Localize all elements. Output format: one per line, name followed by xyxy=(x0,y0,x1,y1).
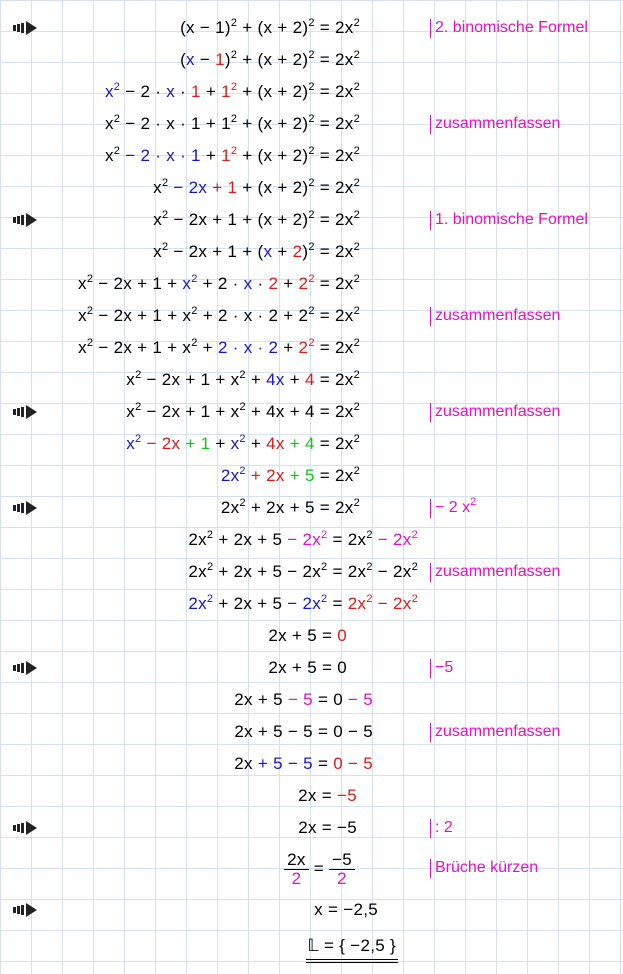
step-row xyxy=(0,428,623,460)
speaker-arrow-icon[interactable] xyxy=(13,501,37,515)
equation: 2x + 5 = 0 xyxy=(268,658,347,677)
step-note: : 2 xyxy=(430,812,453,844)
equation: $x^2 - 2x + 1 + x^2 + 4x + 4 = 2x^2$ xyxy=(126,401,360,421)
solution-set: 𝕃 = { −2,5 } xyxy=(306,930,398,962)
step-row xyxy=(0,780,623,812)
equation: $x^2 - 2x + 1 + x^2 + 4x + 4 = 2x^2$ xyxy=(126,433,360,453)
equation: $(x - 1)^2 + (x + 2)^2 = 2x^2$ xyxy=(180,49,360,69)
step-row xyxy=(0,44,623,76)
speaker-arrow-icon[interactable] xyxy=(13,213,37,227)
equation: $2x^2 + 2x + 5 - 2x^2 = 2x^2 - 2x^2$ xyxy=(188,561,418,581)
equation: $x^2 - 2x + 1 + x^2 + 2 \cdot x \cdot 2 + 2^2 = 2x^2$ xyxy=(78,273,360,293)
step-row xyxy=(0,620,623,652)
equation: x = −2,5 xyxy=(314,900,378,919)
equation: $(x - 1)^2 + (x + 2)^2 = 2x^2$ xyxy=(180,17,360,37)
step-note: zusammenfassen xyxy=(430,396,560,428)
equation: 2x + 5 = 0 xyxy=(268,626,347,645)
step-row xyxy=(0,396,623,428)
equation: $2x^2 + 2x + 5 - 2x^2 = 2x^2 - 2x^2$ xyxy=(188,593,418,613)
equation: $\frac{2x}{2}$ = $\frac{-5}{2}$ xyxy=(284,846,355,892)
step-row xyxy=(0,108,623,140)
step-row xyxy=(0,332,623,364)
equation: $x^2 - 2 \cdot x \cdot 1 + 1^2 + (x + 2)^2 = 2x^2$ xyxy=(104,81,360,101)
step-note: zusammenfassen xyxy=(430,300,560,332)
equation: 2x = −5 xyxy=(298,818,357,837)
equation: $x^2 - 2 \cdot x \cdot 1 + 1^2 + (x + 2)^2 = 2x^2$ xyxy=(104,113,360,133)
step-row xyxy=(0,748,623,780)
equation: $x^2 - 2 \cdot x \cdot 1 + 1^2 + (x + 2)^2 = 2x^2$ xyxy=(104,145,360,165)
step-note: − 2 $x^2$ xyxy=(430,492,476,524)
step-row xyxy=(0,76,623,108)
equation: $x^2 - 2x + 1 + (x + 2)^2 = 2x^2$ xyxy=(153,241,360,261)
speaker-arrow-icon[interactable] xyxy=(13,821,37,835)
equation: 2x + 5 − 5 = 0 − 5 xyxy=(234,722,373,741)
step-note: zusammenfassen xyxy=(430,556,560,588)
step-note: 1. binomische Formel xyxy=(430,204,588,236)
step-row xyxy=(0,140,623,172)
step-row xyxy=(0,846,623,892)
step-row xyxy=(0,812,623,844)
equation: $x^2 - 2x + 1 + (x + 2)^2 = 2x^2$ xyxy=(153,209,360,229)
step-row xyxy=(0,894,623,926)
step-row xyxy=(0,588,623,620)
equation: $x^2 - 2x + 1 + (x + 2)^2 = 2x^2$ xyxy=(153,177,360,197)
step-row xyxy=(0,364,623,396)
equation: 2x = −5 xyxy=(298,786,357,805)
step-row xyxy=(0,300,623,332)
step-row xyxy=(0,652,623,684)
step-note: −5 xyxy=(430,652,453,684)
step-note: 2. binomische Formel xyxy=(430,12,588,44)
step-row xyxy=(0,460,623,492)
step-row xyxy=(0,492,623,524)
speaker-arrow-icon[interactable] xyxy=(13,661,37,675)
step-row xyxy=(0,556,623,588)
step-note: Brüche kürzen xyxy=(430,852,538,884)
step-row xyxy=(0,268,623,300)
equation: $x^2 - 2x + 1 + x^2 + 2 \cdot x \cdot 2 + 2^2 = 2x^2$ xyxy=(78,337,360,357)
equation: $2x^2 + 2x + 5 - 2x^2 = 2x^2 - 2x^2$ xyxy=(188,529,418,549)
speaker-arrow-icon[interactable] xyxy=(13,21,37,35)
step-row xyxy=(0,716,623,748)
step-note: zusammenfassen xyxy=(430,716,560,748)
step-row xyxy=(0,172,623,204)
equation: $x^2 - 2x + 1 + x^2 + 4x + 4 = 2x^2$ xyxy=(126,369,360,389)
step-row xyxy=(0,524,623,556)
equation: 2x + 5 − 5 = 0 − 5 xyxy=(234,754,373,773)
speaker-arrow-icon[interactable] xyxy=(13,903,37,917)
step-row xyxy=(0,204,623,236)
step-row xyxy=(0,930,623,962)
equation: 2x + 5 − 5 = 0 − 5 xyxy=(234,690,373,709)
step-row xyxy=(0,684,623,716)
speaker-arrow-icon[interactable] xyxy=(13,405,37,419)
equation: $2x^2 + 2x + 5 = 2x^2$ xyxy=(220,465,360,485)
step-row xyxy=(0,236,623,268)
equation: $x^2 - 2x + 1 + x^2 + 2 \cdot x \cdot 2 + 2^2 = 2x^2$ xyxy=(78,305,360,325)
step-note: zusammenfassen xyxy=(430,108,560,140)
equation: $2x^2 + 2x + 5 = 2x^2$ xyxy=(220,497,360,517)
step-row xyxy=(0,12,623,44)
